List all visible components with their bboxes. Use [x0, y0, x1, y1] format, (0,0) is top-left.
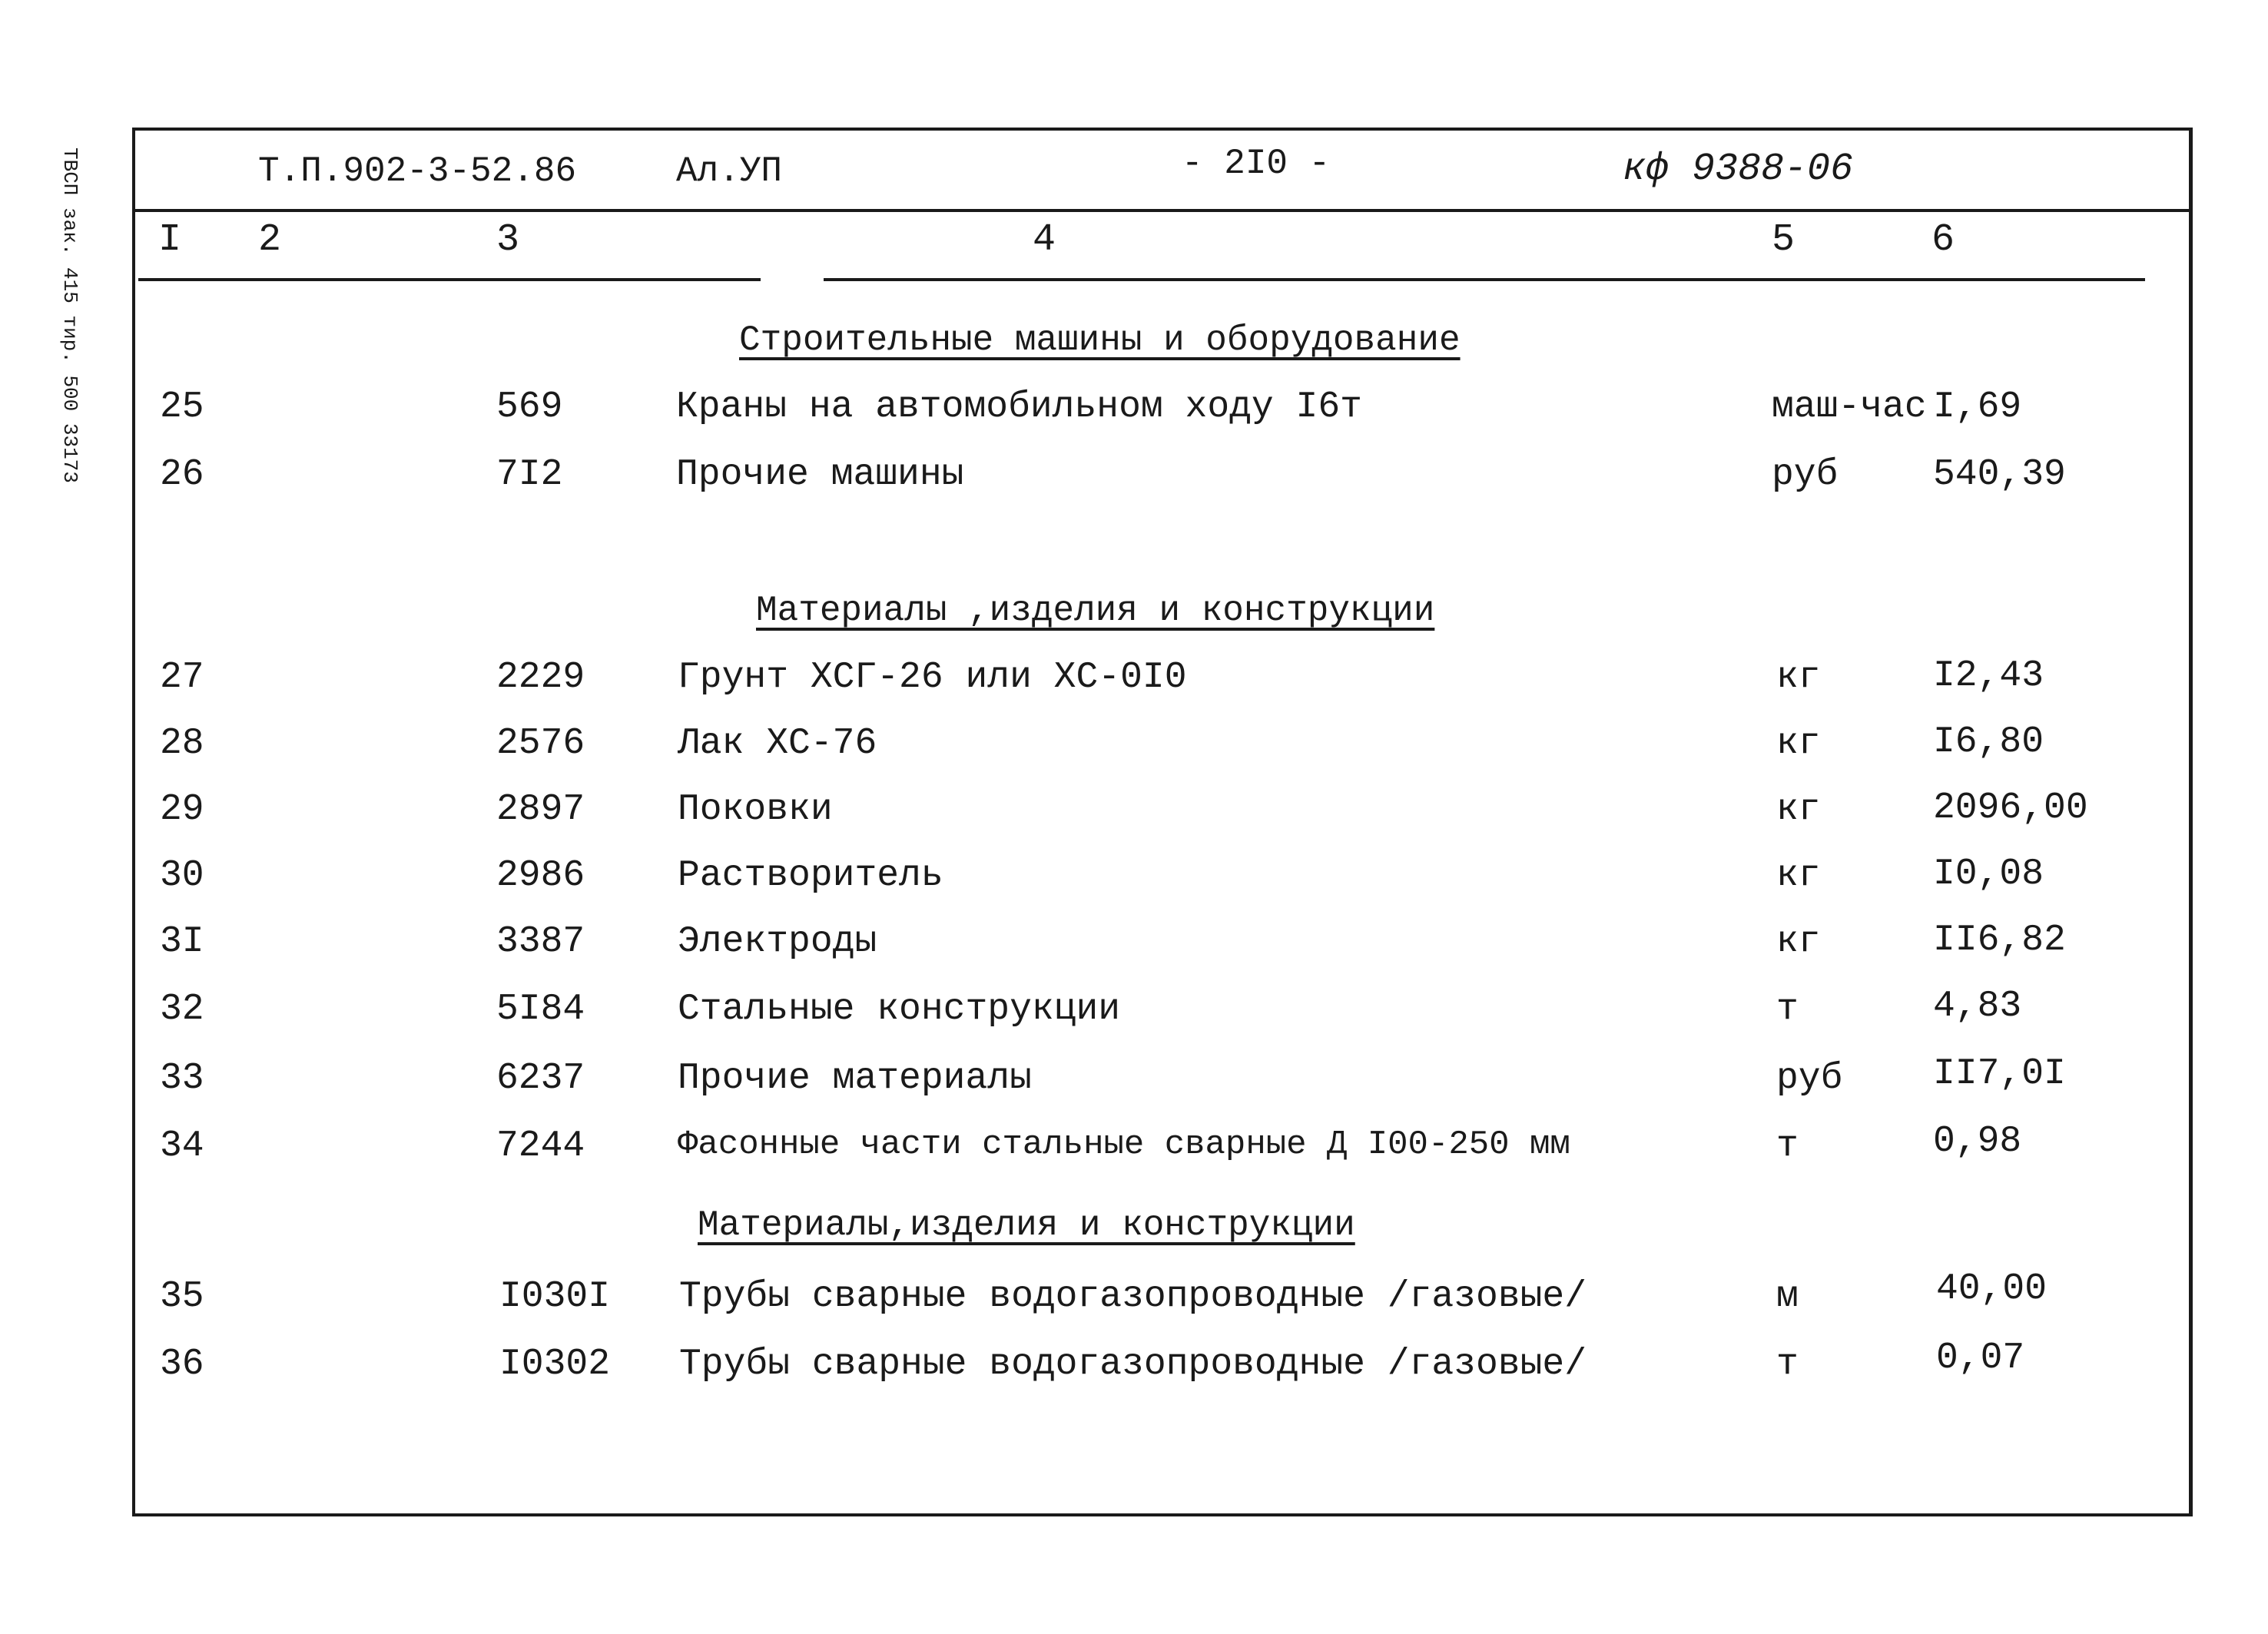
row-quantity: 0,98 [1933, 1121, 2022, 1162]
row-name: Фасонные части стальные сварные Д I00-250 мм [678, 1125, 1570, 1164]
row-quantity: I,69 [1933, 386, 2022, 428]
row-unit: т [1776, 1344, 1799, 1385]
row-code: 3387 [496, 921, 585, 963]
row-unit: руб [1776, 1058, 1843, 1099]
row-quantity: 4,83 [1933, 986, 2022, 1027]
column-divider-left [138, 278, 761, 281]
column-number-1: I [158, 218, 182, 262]
section-title: Материалы,изделия и конструкции [698, 1205, 1355, 1245]
row-number: 33 [160, 1058, 204, 1099]
row-number: 3I [160, 921, 204, 963]
section-title: Материалы ,изделия и конструкции [756, 591, 1435, 631]
row-unit: т [1776, 989, 1799, 1030]
row-quantity: I6,80 [1933, 721, 2044, 763]
album-label: Ал.УП [676, 151, 783, 191]
row-name: Трубы сварные водогазопроводные /газовые/ [679, 1344, 1587, 1385]
row-code: I0302 [499, 1344, 611, 1385]
row-unit: кг [1776, 789, 1821, 830]
row-name: Прочие материалы [678, 1058, 1032, 1099]
row-quantity: II7,0I [1933, 1053, 2066, 1095]
row-number: 34 [160, 1125, 204, 1167]
margin-note-text: ТВСП зак. 415 тир. 500 33173 [58, 147, 81, 483]
row-name: Лак ХС-76 [678, 723, 877, 764]
row-quantity: I2,43 [1933, 655, 2044, 697]
row-name: Поковки [678, 789, 833, 830]
row-number: 32 [160, 989, 204, 1030]
row-name: Стальные конструкции [678, 989, 1121, 1030]
row-number: 29 [160, 789, 204, 830]
row-code: 2229 [496, 657, 585, 698]
row-unit: руб [1772, 454, 1839, 496]
row-name: Растворитель [678, 855, 943, 897]
page-number: - 2I0 - [1182, 144, 1331, 184]
row-number: 30 [160, 855, 204, 897]
row-number: 36 [160, 1344, 204, 1385]
row-name: Электроды [678, 921, 877, 963]
column-number-4: 4 [1033, 218, 1056, 262]
column-number-3: 3 [496, 218, 520, 262]
row-unit: кг [1776, 921, 1821, 963]
row-number: 27 [160, 657, 204, 698]
row-quantity: II6,82 [1933, 920, 2066, 961]
row-code: I030I [499, 1276, 611, 1317]
row-quantity: 540,39 [1933, 454, 2066, 496]
row-code: 5I84 [496, 989, 585, 1030]
project-code: Т.П.902-3-52.86 [258, 151, 577, 191]
column-divider-right [824, 278, 2145, 281]
row-code: 569 [496, 386, 563, 428]
row-code: 6237 [496, 1058, 585, 1099]
document-number: кф 9388-06 [1623, 147, 1854, 191]
row-code: 2986 [496, 855, 585, 897]
row-quantity: 40,00 [1936, 1268, 2048, 1310]
header-divider [132, 209, 2193, 212]
column-number-2: 2 [258, 218, 282, 262]
row-unit: маш-час [1772, 386, 1927, 428]
row-code: 7I2 [496, 454, 563, 496]
row-name: Краны на автомобильном ходу I6т [676, 386, 1362, 428]
row-number: 26 [160, 454, 204, 496]
row-quantity: 0,07 [1936, 1337, 2025, 1379]
row-unit: кг [1776, 723, 1821, 764]
row-unit: кг [1776, 657, 1821, 698]
column-number-5: 5 [1772, 218, 1796, 262]
row-unit: кг [1776, 855, 1821, 897]
row-number: 25 [160, 386, 204, 428]
row-unit: м [1776, 1276, 1799, 1317]
margin-note [58, 147, 104, 501]
row-name: Грунт ХСГ-26 или ХС-0I0 [678, 657, 1187, 698]
row-unit: т [1776, 1125, 1799, 1167]
row-number: 35 [160, 1276, 204, 1317]
row-code: 2576 [496, 723, 585, 764]
row-quantity: I0,08 [1933, 853, 2044, 895]
column-number-6: 6 [1931, 218, 1955, 262]
row-name: Прочие машины [676, 454, 964, 496]
row-number: 28 [160, 723, 204, 764]
row-code: 7244 [496, 1125, 585, 1167]
section-title: Строительные машины и оборудование [739, 320, 1461, 360]
row-quantity: 2096,00 [1933, 787, 2088, 829]
row-code: 2897 [496, 789, 585, 830]
row-name: Трубы сварные водогазопроводные /газовые/ [679, 1276, 1587, 1317]
